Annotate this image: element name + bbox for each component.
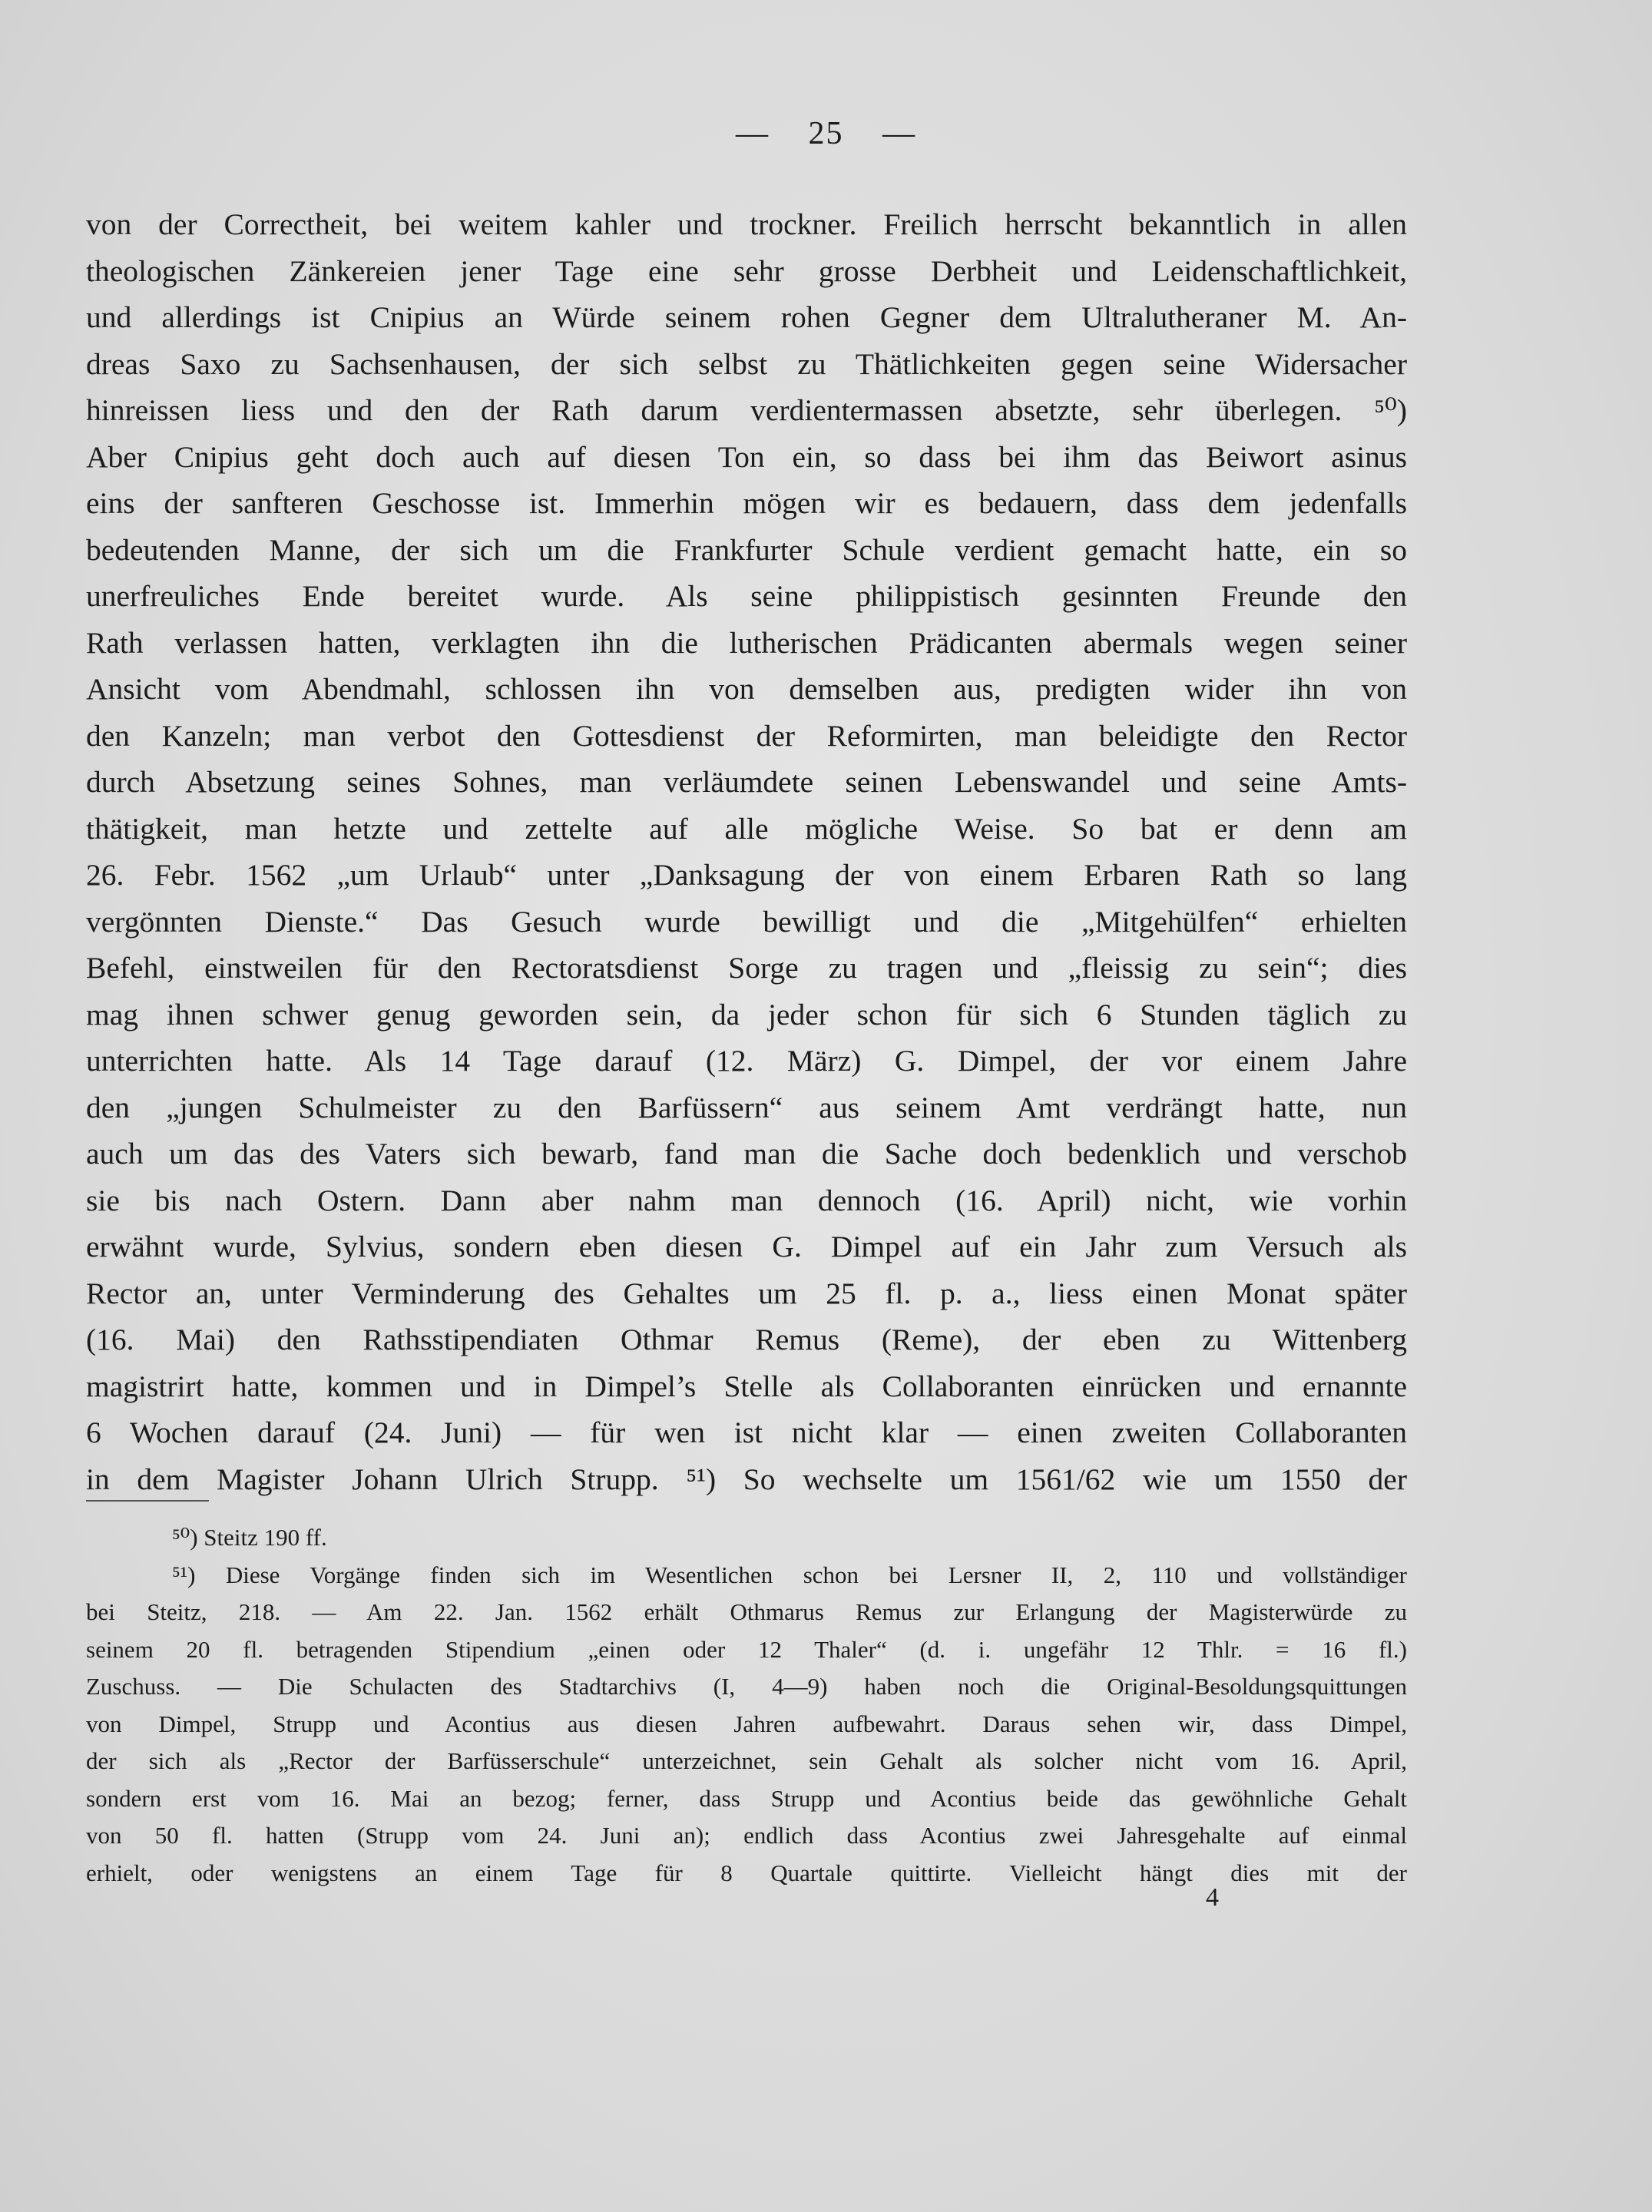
text-line: den Kanzeln; man verbot den Gottesdienst der Reformirten, man beleidigte den Rector <box>86 718 1407 753</box>
header-dash-left: — <box>736 116 770 151</box>
text-line: vergönnten Dienste.“ Das Gesuch wurde bewilligt und die „Mitgehülfen“ erhielten <box>86 904 1407 939</box>
text-line: Rath verlassen hatten, verklagten ihn die lutherischen Prädicanten abermals wegen seiner <box>86 625 1407 660</box>
footnote-51-line: seinem 20 fl. betragenden Stipendium „einen oder 12 Thaler“ (d. i. ungefähr 12 Thlr. = 16 fl.) <box>86 1635 1407 1663</box>
page-header <box>0 115 1652 152</box>
text-line: 26. Febr. 1562 „um Urlaub“ unter „Danksagung der von einem Erbaren Rath so lang <box>86 858 1407 892</box>
header-dash-right: — <box>882 116 916 151</box>
footnotes <box>86 1519 1407 1892</box>
text-line: erwähnt wurde, Sylvius, sondern eben diesen G. Dimpel auf ein Jahr zum Versuch als <box>86 1230 1407 1263</box>
text-line: dreas Saxo zu Sachsenhausen, der sich selbst zu Thätlichkeiten gegen seine Widersacher <box>86 346 1407 381</box>
footnote-51-line: von Dimpel, Strupp und Acontius aus diesen Jahren aufbewahrt. Daraus sehen wir, dass Dimpel, <box>86 1710 1407 1737</box>
footnote-51-line: bei Steitz, 218. — Am 22. Jan. 1562 erhält Othmarus Remus zur Erlangung der Magisterwürde zu <box>86 1598 1407 1625</box>
main-text <box>86 201 1407 1502</box>
text-line: hinreissen liess und den der Rath darum verdientermassen absetzte, sehr überlegen. ⁵⁰) <box>86 393 1407 427</box>
text-line: (16. Mai) den Rathsstipendiaten Othmar Remus (Reme), der eben zu Wittenberg <box>86 1323 1407 1356</box>
footnote-51-line: Zuschuss. — Die Schulacten des Stadtarchivs (I, 4—9) haben noch die Original-Besoldungsquittungen <box>86 1673 1407 1700</box>
text-line: und allerdings ist Cnipius an Würde seinem rohen Gegner dem Ultralutheraner M. An- <box>86 300 1407 334</box>
text-line: bedeutenden Manne, der sich um die Frankfurter Schule verdient gemacht hatte, ein so <box>86 532 1407 567</box>
text-line: mag ihnen schwer genug geworden sein, da jeder schon für sich 6 Stunden täglich zu <box>86 997 1407 1031</box>
text-line: von der Correctheit, bei weitem kahler und trockner. Freilich herrscht bekanntlich in allen <box>86 207 1407 241</box>
footnote-51-line: von 50 fl. hatten (Strupp vom 24. Juni an); endlich dass Acontius zwei Jahresgehalte auf einmal <box>86 1822 1407 1849</box>
text-line: 6 Wochen darauf (24. Juni) — für wen ist nicht klar — einen zweiten Collaboranten <box>86 1416 1407 1449</box>
footnote-51-line: der sich als „Rector der Barfüsserschule“ unterzeichnet, sein Gehalt als solcher nicht vom 16. April, <box>86 1747 1407 1774</box>
footnote-50: ⁵⁰) Steitz 190 ff. <box>172 1524 327 1551</box>
footnote-divider <box>86 1500 209 1502</box>
text-line: magistrirt hatte, kommen und in Dimpel’s Stelle als Collaboranten einrücken und ernannte <box>86 1369 1407 1403</box>
text-line: den „jungen Schulmeister zu den Barfüssern“ aus seinem Amt verdrängt hatte, nun <box>86 1090 1407 1124</box>
text-line: theologischen Zänkereien jener Tage eine sehr grosse Derbheit und Leidenschaftlichkeit, <box>86 253 1407 288</box>
text-line: eins der sanfteren Geschosse ist. Immerhin mögen wir es bedauern, dass dem jedenfalls <box>86 486 1407 520</box>
footnote-51-line: ⁵¹) Diese Vorgänge finden sich im Wesentlichen schon bei Lersner II, 2, 110 und vollständiger <box>172 1561 1407 1588</box>
text-line: auch um das des Vaters sich bewarb, fand man die Sache doch bedenklich und verschob <box>86 1137 1407 1171</box>
text-line: unterrichten hatte. Als 14 Tage darauf (12. März) G. Dimpel, der vor einem Jahre <box>86 1044 1407 1078</box>
signature-mark: 4 <box>1206 1883 1219 1912</box>
text-line: unerfreuliches Ende bereitet wurde. Als seine philippistisch gesinnten Freunde den <box>86 579 1407 613</box>
text-line: sie bis nach Ostern. Dann aber nahm man dennoch (16. April) nicht, wie vorhin <box>86 1183 1407 1217</box>
text-line: Rector an, unter Verminderung des Gehaltes um 25 fl. p. a., liess einen Monat später <box>86 1276 1407 1310</box>
text-line: durch Absetzung seines Sohnes, man verläumdete seinen Lebenswandel und seine Amts- <box>86 765 1407 799</box>
text-line: thätigkeit, man hetzte und zettelte auf alle mögliche Weise. So bat er denn am <box>86 811 1407 846</box>
page-number: 25 <box>808 116 844 151</box>
footnote-51-line: sondern erst vom 16. Mai an bezog; ferner, dass Strupp und Acontius beide das gewöhnliche Gehalt <box>86 1784 1407 1812</box>
text-line: Ansicht vom Abendmahl, schlossen ihn von demselben aus, predigten wider ihn von <box>86 672 1407 706</box>
text-line: Befehl, einstweilen für den Rectoratsdienst Sorge zu tragen und „fleissig zu sein“; dies <box>86 951 1407 985</box>
footnote-51-line: erhielt, oder wenigstens an einem Tage für 8 Quartale quittirte. Vielleicht hängt dies mit der <box>86 1859 1407 1886</box>
text-line: Aber Cnipius geht doch auch auf diesen Ton ein, so dass bei ihm das Beiwort asinus <box>86 439 1407 474</box>
text-line: in dem Magister Johann Ulrich Strupp. ⁵¹) So wechselte um 1561/62 wie um 1550 der <box>86 1462 1407 1496</box>
